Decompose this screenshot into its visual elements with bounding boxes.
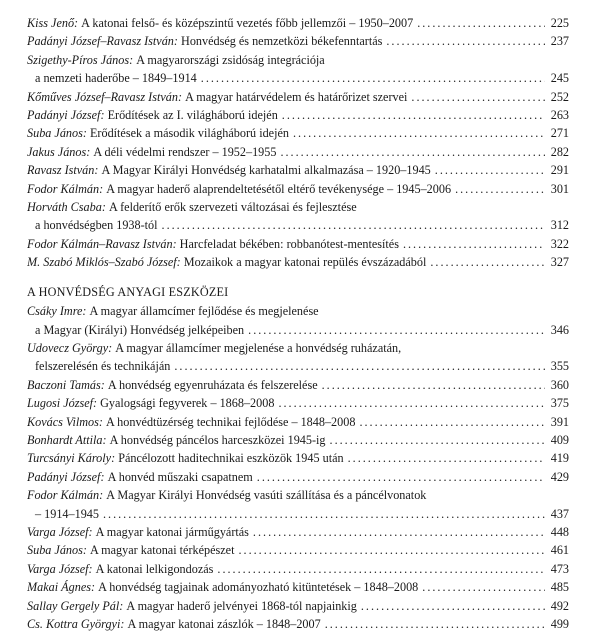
toc-entry-line <box>27 615 569 633</box>
toc-title: A déli védelmi rendszer – 1952–1955 <box>93 144 277 159</box>
toc-entry <box>27 376 569 394</box>
toc-page-number: 355 <box>550 359 569 374</box>
toc-author: Jakus János: <box>27 144 91 159</box>
toc-author: Padányi József–Ravasz István: <box>27 34 178 49</box>
toc-author: Kovács Vilmos: <box>27 414 103 429</box>
toc-title: A magyar katonai járműgyártás <box>95 524 249 539</box>
toc-page-number: 492 <box>550 598 569 613</box>
toc-title: A felderítő erők szervezeti változásai és fejlesztése <box>108 200 357 215</box>
toc-page-number: 322 <box>550 236 569 251</box>
toc-page-number: 429 <box>550 469 569 484</box>
toc-entry-line <box>27 578 569 596</box>
toc-page-number: 237 <box>550 34 569 49</box>
toc-page-number: 485 <box>550 580 569 595</box>
toc-page-number: 301 <box>550 181 569 196</box>
dot-leader <box>201 69 545 87</box>
dot-leader <box>348 449 545 467</box>
toc-entry-line <box>27 597 569 615</box>
toc-title: A magyarországi zsidóság integrációja <box>136 52 325 67</box>
toc-author: Varga József: <box>27 561 93 576</box>
toc-entry-line <box>27 302 569 320</box>
toc-entry <box>27 560 569 578</box>
dot-leader <box>361 597 545 615</box>
toc-entry-line <box>27 376 569 394</box>
toc-entry <box>27 449 569 467</box>
toc-entry <box>27 541 569 559</box>
toc-entry-line <box>27 88 569 106</box>
toc-page-number: 461 <box>550 543 569 558</box>
dot-leader <box>417 14 545 32</box>
dot-leader <box>325 615 545 633</box>
toc-page-number: 346 <box>550 322 569 337</box>
toc-entry-line <box>27 486 569 504</box>
toc-entry-line <box>27 394 569 412</box>
dot-leader <box>422 578 545 596</box>
toc-entry <box>27 394 569 412</box>
toc-title: A magyar határvédelem és határőrizet szervei <box>185 89 408 104</box>
dot-leader <box>293 124 545 142</box>
toc-entry-line <box>27 216 569 234</box>
toc-author: Ravasz István: <box>27 163 99 178</box>
toc-entry <box>27 253 569 271</box>
toc-title: A Magyar Királyi Honvédség vasúti szállítása és a páncélvonatok <box>106 488 427 503</box>
toc-entry <box>27 615 569 633</box>
toc-entry-line <box>27 198 569 216</box>
dot-leader <box>359 413 545 431</box>
toc-title: A honvéd műszaki csapatnem <box>107 469 253 484</box>
toc-entry-line <box>27 505 569 523</box>
toc-author: Bonhardt Attila: <box>27 432 107 447</box>
toc-title: Gyalogsági fegyverek – 1868–2008 <box>100 396 275 411</box>
toc-entry-line <box>27 161 569 179</box>
toc-entry <box>27 339 569 376</box>
toc-entry-line <box>27 14 569 32</box>
toc-entry <box>27 468 569 486</box>
toc-entry <box>27 106 569 124</box>
toc-author: Sallay Gergely Pál: <box>27 598 124 613</box>
toc-entry-line <box>27 143 569 161</box>
dot-leader <box>282 106 545 124</box>
toc-author: Padányi József: <box>27 469 105 484</box>
toc-author: Csáky Imre: <box>27 304 87 319</box>
toc-entry <box>27 51 569 88</box>
toc-title: A Magyar Királyi Honvédség karhatalmi alkalmazása – 1920–1945 <box>101 163 431 178</box>
toc-entry <box>27 413 569 431</box>
toc-page-number: 271 <box>550 126 569 141</box>
toc-entry <box>27 523 569 541</box>
toc-author: Udovecz György: <box>27 340 113 355</box>
toc-title: Erődítések a második világháború idején <box>89 126 289 141</box>
toc-entry <box>27 198 569 235</box>
toc-entry <box>27 597 569 615</box>
toc-title: A magyar államcímer fejlődése és megjelenése <box>89 304 319 319</box>
toc-title: A magyar haderő jelvényei 1868-tól napjainkig <box>126 598 357 613</box>
toc-entry <box>27 32 569 50</box>
toc-page-number: 419 <box>550 451 569 466</box>
toc-page-number: 473 <box>550 561 569 576</box>
toc-entry <box>27 486 569 523</box>
toc-title: felszerelésén és technikáján <box>35 359 171 374</box>
toc-page-number: 312 <box>550 218 569 233</box>
toc-author: Padányi József: <box>27 108 105 123</box>
dot-leader <box>162 216 545 234</box>
dot-leader <box>253 523 545 541</box>
toc-entry <box>27 14 569 32</box>
toc-entry-line <box>27 413 569 431</box>
toc-entry-line <box>27 523 569 541</box>
toc-entry-line <box>27 235 569 253</box>
toc-entry-line <box>27 51 569 69</box>
toc-title: A honvédség tagjainak adományozható kitüntetések – 1848–2008 <box>98 580 419 595</box>
toc-title: Mozaikok a magyar katonai repülés évszázadából <box>183 255 427 270</box>
toc-entry <box>27 431 569 449</box>
toc-page-number: 252 <box>550 89 569 104</box>
toc-page-number: 291 <box>550 163 569 178</box>
toc-entry <box>27 302 569 339</box>
toc-page-number: 391 <box>550 414 569 429</box>
toc-title: A katonai lelkigondozás <box>95 561 214 576</box>
toc-author: Horváth Csaba: <box>27 200 106 215</box>
toc-page-number: 409 <box>550 432 569 447</box>
toc-entry-line <box>27 449 569 467</box>
toc-title: Harcfeladat békében: robbanótest-mentesítés <box>179 236 399 251</box>
toc-entry-line <box>27 32 569 50</box>
toc-title: a nemzeti haderőbe – 1849–1914 <box>35 71 197 86</box>
toc-page-number: 282 <box>550 144 569 159</box>
toc-page-number: 375 <box>550 396 569 411</box>
toc-entry-line <box>27 560 569 578</box>
dot-leader <box>455 180 545 198</box>
toc-title: Páncélozott haditechnikai eszközök 1945 után <box>118 451 344 466</box>
toc-entry <box>27 88 569 106</box>
toc-title: Erődítések az I. világháború idején <box>107 108 278 123</box>
toc-title: A magyar államcímer megjelenése a honvédség ruházatán, <box>115 340 402 355</box>
dot-leader <box>280 143 545 161</box>
toc-author: Fodor Kálmán: <box>27 181 104 196</box>
dot-leader <box>403 235 545 253</box>
toc-page-number: 360 <box>550 377 569 392</box>
toc-page-number: 327 <box>550 255 569 270</box>
toc-author: Varga József: <box>27 524 93 539</box>
toc-author: Fodor Kálmán: <box>27 488 104 503</box>
toc-page-number: 448 <box>550 524 569 539</box>
toc-entry-line <box>27 253 569 271</box>
dot-leader <box>238 541 545 559</box>
toc-entry-line <box>27 339 569 357</box>
toc-title: A magyar katonai térképészet <box>89 543 235 558</box>
toc-entry-line <box>27 431 569 449</box>
dot-leader <box>174 357 545 375</box>
toc-author: Suba János: <box>27 543 87 558</box>
toc-page-number: 245 <box>550 71 569 86</box>
toc-author: Fodor Kálmán–Ravasz István: <box>27 236 177 251</box>
dot-leader <box>257 468 545 486</box>
toc-entry-line <box>27 124 569 142</box>
toc-list-bottom <box>27 302 569 633</box>
toc-entry-line <box>27 106 569 124</box>
toc-page-number: 437 <box>550 506 569 521</box>
toc-author: Cs. Kottra Györgyi: <box>27 617 125 631</box>
toc-author: Makai Ágnes: <box>27 580 96 595</box>
toc-entry-line <box>27 321 569 339</box>
toc-title: A magyar katonai zászlók – 1848–2007 <box>127 617 321 631</box>
toc-entry <box>27 124 569 142</box>
toc-page-number: 263 <box>550 108 569 123</box>
toc-author: Szigethy-Píros János: <box>27 52 134 67</box>
toc-author: Turcsányi Károly: <box>27 451 116 466</box>
toc-title: – 1914–1945 <box>35 506 99 521</box>
toc-title: Honvédség és nemzetközi békefenntartás <box>181 34 383 49</box>
toc-author: Kiss Jenő: <box>27 16 79 30</box>
dot-leader <box>330 431 545 449</box>
dot-leader <box>430 253 545 271</box>
dot-leader <box>435 161 545 179</box>
toc-entry-line <box>27 468 569 486</box>
toc-entry <box>27 180 569 198</box>
toc-list-top <box>27 14 569 272</box>
dot-leader <box>217 560 545 578</box>
section-title: A HONVÉDSÉG ANYAGI ESZKÖZEI <box>27 284 229 299</box>
toc-author: Kőműves József–Ravasz István: <box>27 89 183 104</box>
dot-leader <box>322 376 545 394</box>
dot-leader <box>278 394 545 412</box>
toc-entry <box>27 578 569 596</box>
dot-leader <box>248 321 545 339</box>
toc-page-number: 225 <box>550 16 569 30</box>
toc-title: A katonai felső- és középszintű vezetés főbb jellemzői – 1950–2007 <box>81 16 414 30</box>
toc-title: A honvédtüzérség technikai fejlődése – 1848–2008 <box>105 414 356 429</box>
dot-leader <box>103 505 545 523</box>
toc-page-number: 499 <box>550 617 569 631</box>
toc-entry-line <box>27 69 569 87</box>
toc-author: M. Szabó Miklós–Szabó József: <box>27 255 181 270</box>
dot-leader <box>386 32 545 50</box>
toc-title: a Magyar (Királyi) Honvédség jelképeiben <box>35 322 245 337</box>
toc-title: a honvédségben 1938-tól <box>35 218 158 233</box>
toc-entry-line <box>27 180 569 198</box>
toc-author: Suba János: <box>27 126 87 141</box>
toc-entry <box>27 143 569 161</box>
toc-author: Baczoni Tamás: <box>27 377 105 392</box>
toc-author: Lugosi József: <box>27 396 98 411</box>
toc-entry-line <box>27 357 569 375</box>
toc-entry <box>27 161 569 179</box>
toc-entry-line <box>27 541 569 559</box>
toc-title: A magyar haderő alaprendeltetésétől eltérő tevékenysége – 1945–2006 <box>106 181 452 196</box>
toc-entry <box>27 235 569 253</box>
toc-title: A honvédség páncélos harceszközei 1945-ig <box>109 432 326 447</box>
dot-leader <box>411 88 545 106</box>
toc-title: A honvédség egyenruházata és felszerelése <box>107 377 318 392</box>
